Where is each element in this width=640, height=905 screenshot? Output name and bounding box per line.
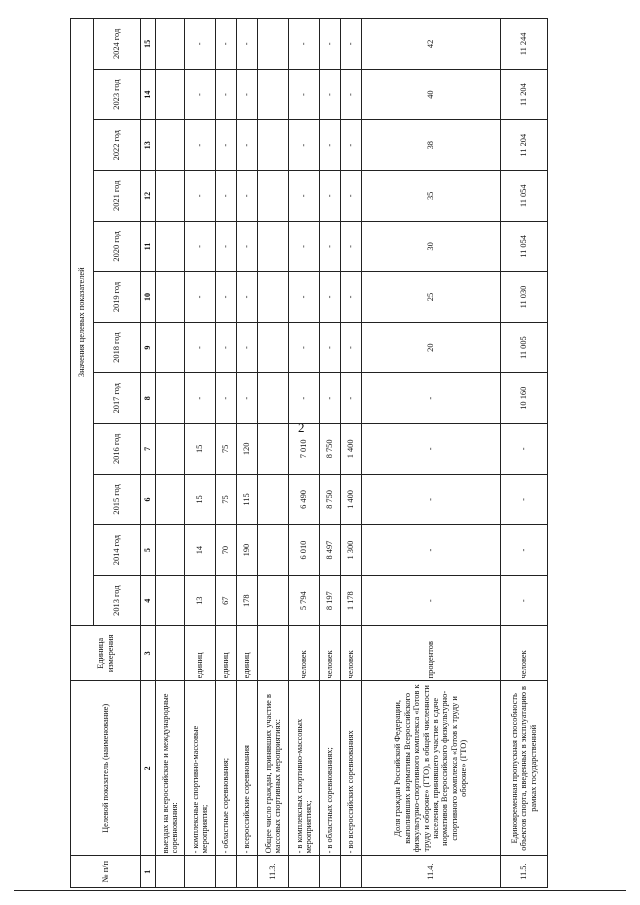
indicator-unit: человек xyxy=(289,626,320,681)
value-cell: 40 xyxy=(362,69,501,120)
value-cell: 1 400 xyxy=(341,424,362,475)
header-year: 2013 год xyxy=(94,575,141,626)
header-year: 2017 год xyxy=(94,373,141,424)
value-cell: 11 204 xyxy=(501,69,548,120)
value-cell xyxy=(258,525,289,576)
value-cell: - xyxy=(501,424,548,475)
value-cell: - xyxy=(289,171,320,222)
value-cell: 75 xyxy=(216,474,237,525)
value-cell: - xyxy=(341,373,362,424)
value-cell: - xyxy=(185,69,216,120)
value-cell: - xyxy=(237,171,258,222)
row-number xyxy=(320,856,341,888)
value-cell: - xyxy=(289,373,320,424)
value-cell: - xyxy=(320,120,341,171)
column-number: 3 xyxy=(141,626,156,681)
value-cell: - xyxy=(341,171,362,222)
value-cell: - xyxy=(341,272,362,323)
value-cell: - xyxy=(362,525,501,576)
value-cell: - xyxy=(289,120,320,171)
value-cell: 11 030 xyxy=(501,272,548,323)
indicator-unit: человек xyxy=(320,626,341,681)
value-cell: - xyxy=(341,120,362,171)
value-cell: - xyxy=(362,373,501,424)
indicator-unit xyxy=(258,626,289,681)
column-number: 11 xyxy=(141,221,156,272)
value-cell: 35 xyxy=(362,171,501,222)
value-cell: 20 xyxy=(362,322,501,373)
value-cell: - xyxy=(237,19,258,70)
table-row xyxy=(237,19,258,888)
value-cell xyxy=(156,120,185,171)
indicator-unit: единиц xyxy=(237,626,258,681)
value-cell xyxy=(156,171,185,222)
value-cell: - xyxy=(237,272,258,323)
value-cell: - xyxy=(289,221,320,272)
value-cell: - xyxy=(341,19,362,70)
value-cell xyxy=(258,272,289,323)
value-cell: 178 xyxy=(237,575,258,626)
value-cell xyxy=(156,424,185,475)
value-cell: 70 xyxy=(216,525,237,576)
column-number: 6 xyxy=(141,474,156,525)
indicator-name: - во всероссийских соревнованиях xyxy=(341,681,362,856)
indicator-name: - областные соревнования; xyxy=(216,681,237,856)
value-cell: - xyxy=(185,373,216,424)
value-cell: - xyxy=(216,120,237,171)
row-number xyxy=(289,856,320,888)
indicator-name: - всероссийские соревнования xyxy=(237,681,258,856)
value-cell: 11 005 xyxy=(501,322,548,373)
header-number: № п/п xyxy=(71,856,141,888)
value-cell: - xyxy=(185,120,216,171)
value-cell: 11 054 xyxy=(501,221,548,272)
value-cell: - xyxy=(289,272,320,323)
indicator-unit: человек xyxy=(501,626,548,681)
row-number: 11.3. xyxy=(258,856,289,888)
value-cell xyxy=(258,474,289,525)
value-cell xyxy=(258,322,289,373)
value-cell xyxy=(156,474,185,525)
indicator-name: Единовременная пропускная способность объектов спорта, введенных в эксплуатацию в рамках государственной xyxy=(501,681,548,856)
table-row xyxy=(156,19,185,888)
value-cell: - xyxy=(216,272,237,323)
value-cell: 30 xyxy=(362,221,501,272)
value-cell: - xyxy=(320,221,341,272)
value-cell: 6 490 xyxy=(289,474,320,525)
value-cell: 5 794 xyxy=(289,575,320,626)
row-number xyxy=(156,856,185,888)
row-number xyxy=(237,856,258,888)
table-row xyxy=(289,19,320,888)
value-cell xyxy=(156,525,185,576)
value-cell: - xyxy=(185,272,216,323)
column-number: 5 xyxy=(141,525,156,576)
column-number: 4 xyxy=(141,575,156,626)
value-cell: 8 750 xyxy=(320,424,341,475)
value-cell: - xyxy=(216,322,237,373)
header-year: 2014 год xyxy=(94,525,141,576)
table-canvas xyxy=(70,18,588,888)
value-cell: - xyxy=(362,575,501,626)
row-number: 11.4. xyxy=(362,856,501,888)
value-cell: - xyxy=(216,171,237,222)
indicator-name: Доля граждан Российской Федерации, выполнивших нормативы Всероссийского физкультурно-спортивного комплекса «Готов к труду и обороне» (ГТО), в общей численности населения, принявшего участие в сдаче нормативов Всероссийского физкультурно-спортивного комплекса «Готов к труду и обороне» (ГТО) xyxy=(362,681,501,856)
column-number: 13 xyxy=(141,120,156,171)
value-cell: - xyxy=(289,69,320,120)
value-cell: - xyxy=(320,373,341,424)
value-cell xyxy=(156,19,185,70)
value-cell xyxy=(156,373,185,424)
value-cell: 38 xyxy=(362,120,501,171)
header-year: 2024 год xyxy=(94,19,141,70)
value-cell xyxy=(156,221,185,272)
value-cell: - xyxy=(320,69,341,120)
value-cell: - xyxy=(341,322,362,373)
value-cell: - xyxy=(185,19,216,70)
value-cell: 13 xyxy=(185,575,216,626)
value-cell: - xyxy=(185,322,216,373)
value-cell: - xyxy=(320,322,341,373)
target-indicators-table xyxy=(70,18,548,888)
page-bottom-rule xyxy=(14,890,626,891)
header-year: 2022 год xyxy=(94,120,141,171)
header-year: 2020 год xyxy=(94,221,141,272)
value-cell: - xyxy=(341,69,362,120)
value-cell: - xyxy=(216,19,237,70)
value-cell: 1 178 xyxy=(341,575,362,626)
header-year: 2015 год xyxy=(94,474,141,525)
header-year: 2016 год xyxy=(94,424,141,475)
value-cell xyxy=(258,19,289,70)
value-cell xyxy=(258,575,289,626)
indicator-unit: единиц xyxy=(216,626,237,681)
value-cell xyxy=(156,272,185,323)
header-unit: Единица измерения xyxy=(71,626,141,681)
indicator-name: - в областных соревнованиях; xyxy=(320,681,341,856)
page-number: 2 xyxy=(298,420,305,435)
value-cell: - xyxy=(362,424,501,475)
value-cell: - xyxy=(501,575,548,626)
indicator-unit: человек xyxy=(341,626,362,681)
column-number: 7 xyxy=(141,424,156,475)
column-number: 14 xyxy=(141,69,156,120)
value-cell: - xyxy=(501,474,548,525)
indicator-unit: процентов xyxy=(362,626,501,681)
value-cell xyxy=(258,373,289,424)
column-number: 15 xyxy=(141,19,156,70)
value-cell: 1 300 xyxy=(341,525,362,576)
value-cell xyxy=(156,69,185,120)
column-number: 8 xyxy=(141,373,156,424)
value-cell: - xyxy=(362,474,501,525)
row-number xyxy=(341,856,362,888)
rotated-table-area xyxy=(70,18,588,888)
value-cell: - xyxy=(320,171,341,222)
table-row xyxy=(216,19,237,888)
value-cell: - xyxy=(289,322,320,373)
indicator-name: - в комплексных спортивно-массовых мероприятиях; xyxy=(289,681,320,856)
value-cell: - xyxy=(185,221,216,272)
value-cell: 42 xyxy=(362,19,501,70)
value-cell: - xyxy=(237,221,258,272)
value-cell: 8 750 xyxy=(320,474,341,525)
value-cell: 11 244 xyxy=(501,19,548,70)
indicator-name: - комплексные спортивно-массовые мероприятия; xyxy=(185,681,216,856)
value-cell: 11 054 xyxy=(501,171,548,222)
value-cell: 8 197 xyxy=(320,575,341,626)
value-cell: 15 xyxy=(185,474,216,525)
value-cell: 10 160 xyxy=(501,373,548,424)
value-cell: - xyxy=(320,19,341,70)
value-cell: 14 xyxy=(185,525,216,576)
value-cell: 67 xyxy=(216,575,237,626)
value-cell xyxy=(156,322,185,373)
value-cell: - xyxy=(237,373,258,424)
value-cell xyxy=(156,575,185,626)
value-cell xyxy=(258,221,289,272)
column-number: 12 xyxy=(141,171,156,222)
value-cell: 15 xyxy=(185,424,216,475)
value-cell: 120 xyxy=(237,424,258,475)
indicator-name: Общее число граждан, принявших участие в массовых спортивных мероприятиях: xyxy=(258,681,289,856)
value-cell: 25 xyxy=(362,272,501,323)
value-cell: 75 xyxy=(216,424,237,475)
header-year: 2018 год xyxy=(94,322,141,373)
value-cell: 6 010 xyxy=(289,525,320,576)
value-cell: 190 xyxy=(237,525,258,576)
row-number: 11.5. xyxy=(501,856,548,888)
column-number: 2 xyxy=(141,681,156,856)
table-row xyxy=(258,19,289,888)
value-cell xyxy=(258,171,289,222)
indicator-unit: единиц xyxy=(185,626,216,681)
table-row xyxy=(341,19,362,888)
value-cell: 1 400 xyxy=(341,474,362,525)
value-cell: 115 xyxy=(237,474,258,525)
value-cell: - xyxy=(289,19,320,70)
header-indicator-name: Целевой показатель (наименование) xyxy=(71,681,141,856)
value-cell: 11 204 xyxy=(501,120,548,171)
value-cell xyxy=(258,69,289,120)
column-number: 10 xyxy=(141,272,156,323)
value-cell: - xyxy=(320,272,341,323)
value-cell: - xyxy=(216,221,237,272)
indicator-name: выездах на всероссийские и международные соревнования: xyxy=(156,681,185,856)
table-row xyxy=(185,19,216,888)
value-cell: - xyxy=(501,525,548,576)
row-number xyxy=(216,856,237,888)
value-cell: - xyxy=(341,221,362,272)
header-year: 2023 год xyxy=(94,69,141,120)
value-cell: - xyxy=(185,171,216,222)
value-cell xyxy=(258,424,289,475)
table-row xyxy=(362,19,501,888)
value-cell: - xyxy=(237,69,258,120)
value-cell: - xyxy=(237,120,258,171)
indicator-unit xyxy=(156,626,185,681)
column-number: 1 xyxy=(141,856,156,888)
value-cell: - xyxy=(216,373,237,424)
column-number: 9 xyxy=(141,322,156,373)
value-cell: 7 010 xyxy=(289,424,320,475)
table-row xyxy=(320,19,341,888)
row-number xyxy=(185,856,216,888)
header-year: 2019 год xyxy=(94,272,141,323)
table-row xyxy=(501,19,548,888)
value-cell: - xyxy=(237,322,258,373)
header-values-group: Значения целевых показателей xyxy=(71,19,94,626)
value-cell xyxy=(258,120,289,171)
value-cell: - xyxy=(216,69,237,120)
header-year: 2021 год xyxy=(94,171,141,222)
value-cell: 8 497 xyxy=(320,525,341,576)
